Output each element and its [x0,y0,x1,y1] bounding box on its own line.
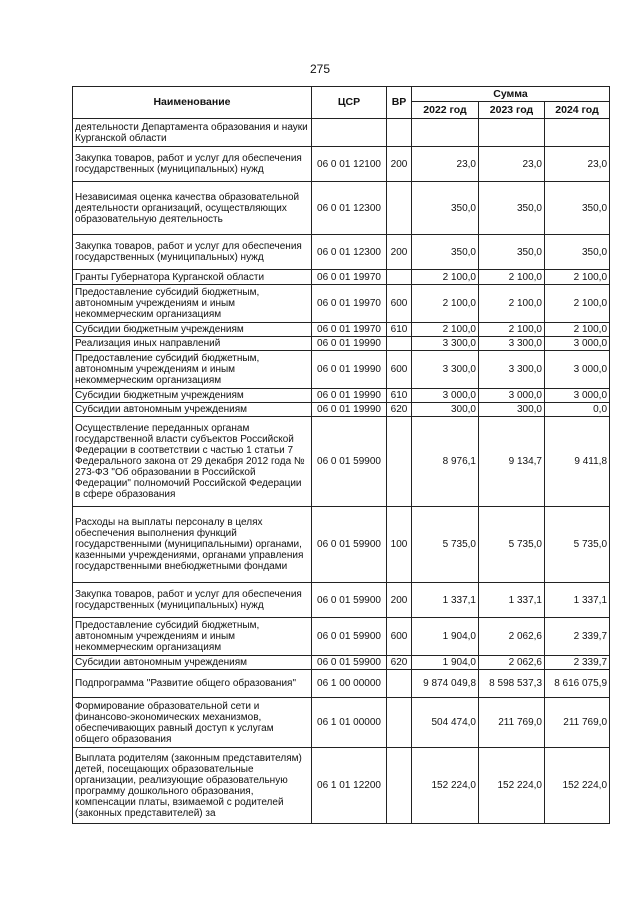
row-2023: 1 337,1 [479,583,545,618]
row-vr: 620 [387,403,412,417]
row-2022: 9 874 049,8 [412,670,479,698]
table-row [73,417,610,507]
row-csr: 06 0 01 19970 [312,285,387,323]
row-2022: 300,0 [412,403,479,417]
row-2022: 152 224,0 [412,748,479,824]
row-vr: 620 [387,656,412,670]
row-vr: 200 [387,235,412,270]
row-vr: 200 [387,583,412,618]
row-2024: 2 339,7 [545,618,610,656]
header-2024: 2024 год [545,102,610,119]
row-2024: 3 000,0 [545,351,610,389]
row-csr: 06 0 01 12300 [312,182,387,235]
table-row [73,182,610,235]
table-row [73,403,610,417]
row-vr: 610 [387,323,412,337]
row-name: деятельности Департамента образования и науки Курганской области [73,119,312,147]
row-vr: 600 [387,618,412,656]
row-2024: 3 000,0 [545,389,610,403]
row-vr [387,698,412,748]
row-2023: 2 100,0 [479,270,545,285]
row-2022: 1 337,1 [412,583,479,618]
row-2022: 23,0 [412,147,479,182]
row-name: Предоставление субсидий бюджетным, автономным учреждениям и иным некоммерческим организациям [73,285,312,323]
row-2022: 2 100,0 [412,285,479,323]
table-row [73,698,610,748]
row-csr: 06 1 00 00000 [312,670,387,698]
row-name: Закупка товаров, работ и услуг для обеспечения государственных (муниципальных) нужд [73,583,312,618]
row-csr: 06 0 01 19990 [312,389,387,403]
row-vr [387,417,412,507]
header-sum: Сумма [412,87,610,102]
row-2023: 9 134,7 [479,417,545,507]
row-2024: 9 411,8 [545,417,610,507]
row-2022: 2 100,0 [412,323,479,337]
row-csr: 06 1 01 00000 [312,698,387,748]
row-2024: 0,0 [545,403,610,417]
row-2023: 3 300,0 [479,337,545,351]
row-2023: 350,0 [479,182,545,235]
row-name: Субсидии бюджетным учреждениям [73,389,312,403]
row-2022: 1 904,0 [412,656,479,670]
row-vr [387,119,412,147]
row-2024: 2 100,0 [545,323,610,337]
table-row [73,748,610,824]
row-2023: 2 062,6 [479,618,545,656]
row-csr: 06 0 01 19970 [312,270,387,285]
row-name: Предоставление субсидий бюджетным, автономным учреждениям и иным некоммерческим организациям [73,351,312,389]
row-2024: 211 769,0 [545,698,610,748]
row-2023: 23,0 [479,147,545,182]
row-2022: 350,0 [412,182,479,235]
row-2023: 2 062,6 [479,656,545,670]
row-vr [387,337,412,351]
row-2024: 2 100,0 [545,270,610,285]
table-row [73,351,610,389]
row-2024 [545,119,610,147]
budget-table [72,86,610,824]
row-csr: 06 0 01 19990 [312,403,387,417]
row-name: Гранты Губернатора Курганской области [73,270,312,285]
table-row [73,285,610,323]
row-name: Предоставление субсидий бюджетным, автономным учреждениям и иным некоммерческим организациям [73,618,312,656]
table-row [73,618,610,656]
row-2024: 5 735,0 [545,507,610,583]
row-2024: 350,0 [545,182,610,235]
row-2022: 504 474,0 [412,698,479,748]
row-2022: 350,0 [412,235,479,270]
row-2024: 1 337,1 [545,583,610,618]
row-vr [387,270,412,285]
row-2023: 3 000,0 [479,389,545,403]
row-2024: 2 100,0 [545,285,610,323]
row-csr: 06 0 01 59900 [312,583,387,618]
header-name: Наименование [73,87,312,119]
row-csr: 06 0 01 12100 [312,147,387,182]
row-2024: 350,0 [545,235,610,270]
row-2022: 2 100,0 [412,270,479,285]
row-2023: 350,0 [479,235,545,270]
row-name: Осуществление переданных органам государственной власти субъектов Российской Федерации в соответствии с частью 1 статьи 7 Федерального закона от 29 декабря 2012 года № 273-ФЗ "Об образовании в Российской Федерации" полномочий Российской Федерации в сфере образования [73,417,312,507]
table-row [73,670,610,698]
table-row [73,323,610,337]
row-2022: 5 735,0 [412,507,479,583]
row-2023: 3 300,0 [479,351,545,389]
row-csr: 06 1 01 12200 [312,748,387,824]
page-number: 275 [309,62,331,76]
row-2023: 211 769,0 [479,698,545,748]
row-csr: 06 0 01 59900 [312,507,387,583]
row-vr [387,670,412,698]
row-vr: 600 [387,285,412,323]
row-name: Закупка товаров, работ и услуг для обеспечения государственных (муниципальных) нужд [73,235,312,270]
table-row [73,389,610,403]
row-2022: 1 904,0 [412,618,479,656]
row-2023: 2 100,0 [479,323,545,337]
row-name: Независимая оценка качества образовательной деятельности организаций, осуществляющих образовательную деятельность [73,182,312,235]
row-2023: 8 598 537,3 [479,670,545,698]
row-2023 [479,119,545,147]
row-2024: 3 000,0 [545,337,610,351]
row-name: Субсидии автономным учреждениям [73,403,312,417]
row-2024: 8 616 075,9 [545,670,610,698]
row-2022: 3 300,0 [412,351,479,389]
table-body [73,119,610,824]
table-row [73,583,610,618]
table-row [73,337,610,351]
row-name: Расходы на выплаты персоналу в целях обеспечения выполнения функций государственными (муниципальными) органами, казенными учреждениями, органами управления государственными внебюджетными фондами [73,507,312,583]
row-2022 [412,119,479,147]
table-row [73,656,610,670]
row-csr: 06 0 01 59900 [312,618,387,656]
table-row [73,507,610,583]
row-csr: 06 0 01 59900 [312,656,387,670]
row-2023: 5 735,0 [479,507,545,583]
row-csr: 06 0 01 59900 [312,417,387,507]
header-2023: 2023 год [479,102,545,119]
row-csr [312,119,387,147]
row-2022: 8 976,1 [412,417,479,507]
row-2022: 3 300,0 [412,337,479,351]
table-row [73,147,610,182]
row-name: Формирование образовательной сети и финансово-экономических механизмов, обеспечивающих равный доступ к услугам общего образования [73,698,312,748]
row-name: Выплата родителям (законным представителям) детей, посещающих образовательные организации, реализующие образовательную программу дошкольного образования, компенсации платы, взимаемой с родителей (законных представителей) за [73,748,312,824]
row-2022: 3 000,0 [412,389,479,403]
row-name: Субсидии бюджетным учреждениям [73,323,312,337]
row-2023: 2 100,0 [479,285,545,323]
row-name: Подпрограмма "Развитие общего образования" [73,670,312,698]
row-csr: 06 0 01 19990 [312,351,387,389]
row-csr: 06 0 01 12300 [312,235,387,270]
table-row [73,119,610,147]
row-vr: 200 [387,147,412,182]
table-row [73,235,610,270]
row-vr: 600 [387,351,412,389]
row-name: Реализация иных направлений [73,337,312,351]
table-row [73,270,610,285]
header-2022: 2022 год [412,102,479,119]
row-name: Закупка товаров, работ и услуг для обеспечения государственных (муниципальных) нужд [73,147,312,182]
row-2024: 152 224,0 [545,748,610,824]
row-name: Субсидии автономным учреждениям [73,656,312,670]
row-vr [387,748,412,824]
row-2024: 2 339,7 [545,656,610,670]
row-csr: 06 0 01 19970 [312,323,387,337]
row-csr: 06 0 01 19990 [312,337,387,351]
header-vr: ВР [387,87,412,119]
header-csr: ЦСР [312,87,387,119]
row-2024: 23,0 [545,147,610,182]
row-2023: 300,0 [479,403,545,417]
row-2023: 152 224,0 [479,748,545,824]
row-vr: 610 [387,389,412,403]
row-vr: 100 [387,507,412,583]
row-vr [387,182,412,235]
